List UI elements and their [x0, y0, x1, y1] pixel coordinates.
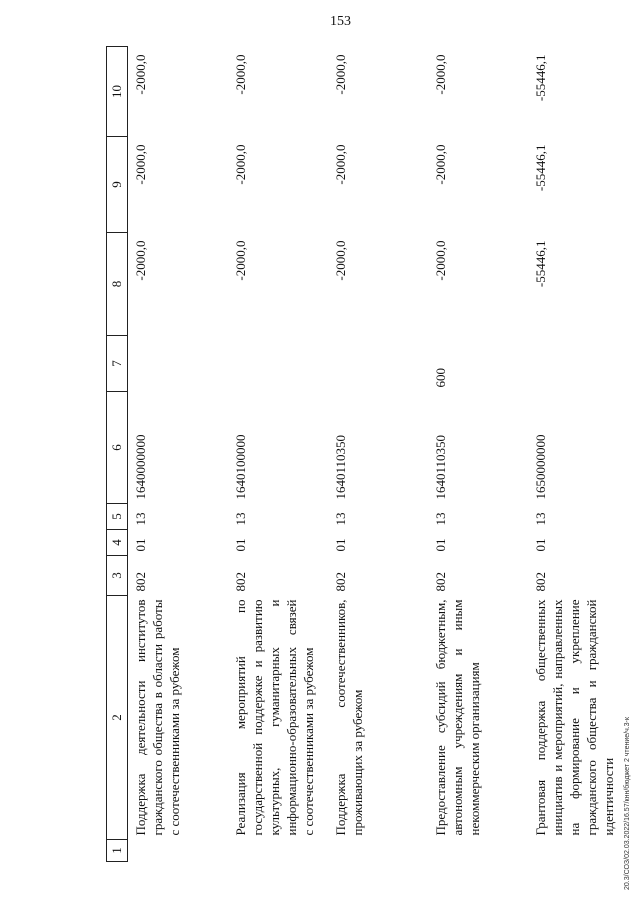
cell-amount-2: -2000,0 [433, 144, 448, 185]
table-row [328, 47, 428, 862]
row-name: Предоставление субсидий бюджетным, автономным учреждениям и иным некоммерческим организациям [433, 599, 482, 836]
table-row [128, 47, 229, 862]
col-header-8: 8 [107, 233, 128, 336]
cell-subsection: 13 [233, 512, 248, 526]
cell-section: 01 [133, 538, 148, 552]
cell-subsection: 13 [333, 512, 348, 526]
cell-code: 802 [333, 572, 348, 592]
col-header-9: 9 [107, 137, 128, 233]
table-row [528, 47, 628, 862]
col-header-5: 5 [107, 504, 128, 530]
cell-section: 01 [333, 538, 348, 552]
cell-code: 802 [533, 572, 548, 592]
cell-section: 01 [533, 538, 548, 552]
cell-target: 1640100000 [233, 434, 248, 500]
cell-target: 1640110350 [433, 434, 448, 500]
cell-section: 01 [433, 538, 448, 552]
cell-amount-3: -2000,0 [233, 54, 248, 95]
table-row [228, 47, 328, 862]
cell-target: 1640110350 [333, 434, 348, 500]
row-name: Поддержка соотечественников, проживающих за рубежом [333, 599, 365, 836]
cell-amount-3: -2000,0 [333, 54, 348, 95]
col-header-7: 7 [107, 336, 128, 392]
row-name: Грантовая поддержка общественных инициатив и мероприятий, направленных на формирование и укрепление гражданского общества и гражданской идентичности [533, 599, 616, 836]
cell-expense-type [528, 336, 628, 392]
cell-amount-1: -55446,1 [533, 240, 548, 288]
cell-code: 802 [233, 572, 248, 592]
cell-code: 802 [133, 572, 148, 592]
cell-amount-3: -55446,1 [533, 54, 548, 102]
row-name: Реализация мероприятий по государственной поддержке и развитию культурных, гуманитарных и информационно-образовательных связей с соотечественниками за рубежом [233, 599, 316, 836]
cell-amount-1: -2000,0 [433, 240, 448, 281]
cell-expense-type: 600 [433, 368, 448, 388]
cell-code: 802 [433, 572, 448, 592]
cell-subsection: 13 [133, 512, 148, 526]
col-header-1: 1 [107, 840, 128, 862]
cell-amount-3: -2000,0 [133, 54, 148, 95]
cell-expense-type [228, 336, 328, 392]
col-header-6: 6 [107, 392, 128, 504]
footer-note: 20.3/СОЗ/02.03.2022/16.57/кнн/бюджет 2 чтение/ч.3-к [624, 717, 631, 890]
cell-amount-1: -2000,0 [133, 240, 148, 281]
cell-amount-3: -2000,0 [433, 54, 448, 95]
row-name: Поддержка деятельности институтов гражданского общества в области работы с соотечественниками за рубежом [133, 599, 182, 836]
col-header-10: 10 [107, 47, 128, 137]
col-header-4: 4 [107, 530, 128, 556]
cell-expense-type [128, 336, 229, 392]
budget-table [106, 46, 628, 862]
cell-amount-2: -2000,0 [233, 144, 248, 185]
table-row [428, 47, 528, 862]
cell-target: 1650000000 [533, 434, 548, 500]
cell-target: 1640000000 [133, 434, 148, 500]
cell-expense-type [328, 336, 428, 392]
cell-amount-1: -2000,0 [233, 240, 248, 281]
cell-amount-1: -2000,0 [333, 240, 348, 281]
cell-amount-2: -55446,1 [533, 144, 548, 192]
budget-table-rotated [106, 47, 616, 862]
header-row [107, 47, 128, 862]
cell-section: 01 [233, 538, 248, 552]
col-header-3: 3 [107, 556, 128, 596]
cell-amount-2: -2000,0 [333, 144, 348, 185]
cell-subsection: 13 [433, 512, 448, 526]
page-number: 153 [330, 14, 351, 29]
cell-subsection: 13 [533, 512, 548, 526]
col-header-2: 2 [107, 596, 128, 840]
cell-amount-2: -2000,0 [133, 144, 148, 185]
